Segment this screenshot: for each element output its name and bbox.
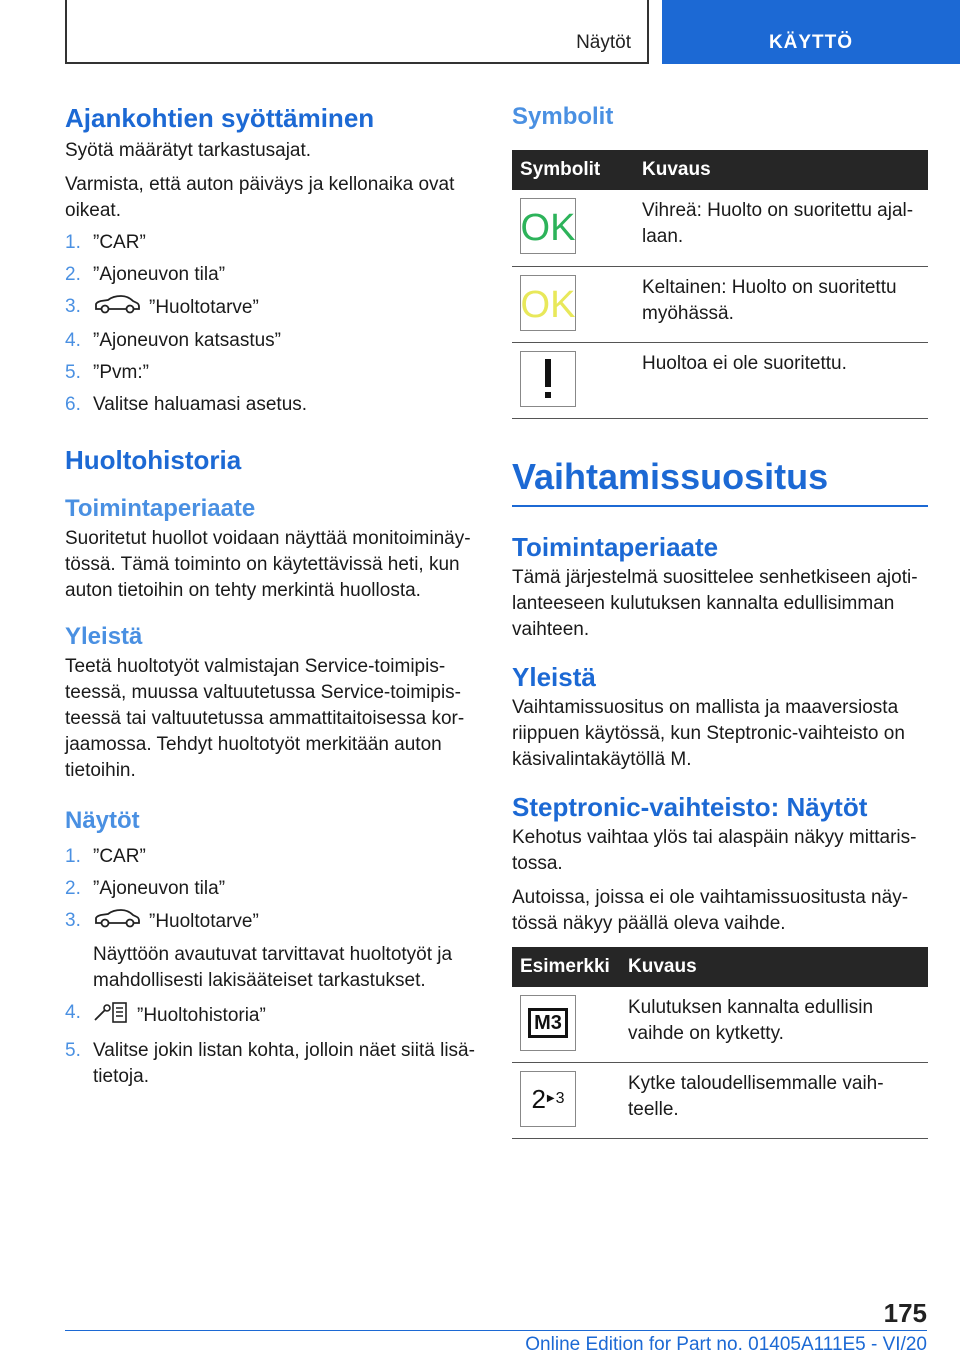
table-row bbox=[512, 190, 928, 266]
header-chapter-title: KÄYTTÖ bbox=[768, 32, 854, 53]
list-item: 4. ”Huoltohistoria” bbox=[65, 1000, 477, 1032]
table-header-symbols: Symbolit bbox=[512, 150, 634, 190]
table-header-description: Kuvaus bbox=[634, 150, 928, 190]
paragraph-enter-dates: Syötä määrätyt tarkastusajat. bbox=[65, 140, 312, 161]
paragraph-check-date: Varmista, että auton päiväys ja kellonaika ovat oikeat. bbox=[65, 174, 455, 221]
heading-principle: Toimintaperiaate bbox=[512, 531, 719, 562]
list-item: 3. ”Huoltotarve” Näyttöön avautuvat tarvittavat huoltotyöt ja mahdollisesti lakisääteiset tarkastukset. bbox=[65, 908, 477, 994]
car-service-icon bbox=[93, 294, 141, 322]
heading-service-history: Huoltohistoria bbox=[65, 445, 242, 475]
table-cell-description: Kytke taloudellisemmalle vaihteelle. bbox=[620, 1063, 928, 1139]
table-header-example: Esimerkki bbox=[512, 947, 620, 987]
paragraph-principle: Tämä järjestelmä suosittelee senhetkiseen ajotilanteeseen kulutuksen kannalta edullisimman vaihteen. bbox=[512, 566, 918, 640]
steps-list-entering bbox=[65, 230, 477, 418]
paragraph-principle: Suoritetut huollot voidaan näyttää monitoiminäytössä. Tämä toiminto on käytettävissä heti, kun auton tietoihin on tehty merkintä huollosta. bbox=[65, 528, 471, 601]
left-column bbox=[65, 100, 477, 1090]
footer-edition: Online Edition for Part no. 01405A111E5 - VI/20 bbox=[525, 1334, 927, 1355]
service-history-icon bbox=[93, 1000, 129, 1032]
paragraph-general: Teetä huoltotyöt valmistajan Service-toimipisteessä, muussa valtuutetussa Service-toimipisteessä tai valtuutetussa ammattitaitoisessa korjaamossa. Tehdyt huoltotyöt merkitään auton tietoihin. bbox=[65, 656, 465, 781]
shift-2-to-3-icon: 2 ▶ 3 bbox=[520, 1071, 576, 1127]
heading-symbols: Symbolit bbox=[512, 103, 614, 130]
page-number: 175 bbox=[883, 1298, 927, 1328]
table-header-description: Kuvaus bbox=[620, 947, 928, 987]
ok-yellow-icon bbox=[520, 275, 576, 331]
table-cell-description: Huoltoa ei ole suoritettu. bbox=[634, 342, 928, 418]
car-service-icon bbox=[93, 908, 141, 936]
arrow-right-icon: ▶ bbox=[546, 1093, 555, 1104]
heading-general: Yleistä bbox=[65, 623, 143, 650]
ok-green-icon bbox=[520, 198, 576, 254]
right-column bbox=[512, 100, 928, 1139]
svg-text:OK: OK bbox=[521, 207, 575, 246]
list-item: 6. Valitse haluamasi asetus. bbox=[65, 394, 308, 415]
paragraph-general: Vaihtamissuositus on mallista ja maaversiosta riippuen käytössä, kun Steptronic-vaihteisto on käsivalintakäytöllä M. bbox=[512, 696, 905, 770]
header-chapter-tab bbox=[662, 0, 960, 64]
list-item: 3. ”Huoltotarve” bbox=[65, 294, 477, 322]
steps-list-displays bbox=[65, 844, 477, 1090]
paragraph-shift-prompt: Kehotus vaihtaa ylös tai alaspäin näkyy mittaristossa. bbox=[512, 826, 917, 874]
table-row bbox=[512, 987, 928, 1063]
table-row bbox=[512, 1063, 928, 1139]
table-cell-description: Kulutuksen kannalta edullisin vaihde on kytketty. bbox=[620, 987, 928, 1063]
heading-principle: Toimintaperiaate bbox=[65, 495, 256, 522]
heading-entering-dates: Ajankohtien syöttäminen bbox=[65, 103, 375, 133]
list-item: 5. ”Pvm:” bbox=[65, 362, 149, 383]
gear-m3-icon: M3 bbox=[520, 995, 576, 1051]
heading-shift-recommendation: Vaihtamissuositus bbox=[512, 453, 928, 507]
examples-table bbox=[512, 947, 928, 1140]
heading-steptronic-displays: Steptronic-vaihteisto: Näytöt bbox=[512, 791, 868, 822]
table-row bbox=[512, 266, 928, 342]
exclamation-icon bbox=[520, 351, 576, 407]
heading-displays: Näytöt bbox=[65, 807, 140, 834]
list-item: 5. Valitse jokin listan kohta, jolloin näet siitä lisätietoja. bbox=[65, 1040, 475, 1087]
paragraph-current-gear: Autoissa, joissa ei ole vaihtamissuositusta näytössä näkyy päällä oleva vaihde. bbox=[512, 886, 909, 934]
heading-general: Yleistä bbox=[512, 661, 596, 692]
list-item: 2. ”Ajoneuvon tila” bbox=[65, 878, 226, 899]
table-row bbox=[512, 342, 928, 418]
header-section-box bbox=[65, 0, 649, 64]
list-item-subtext: Näyttöön avautuvat tarvittavat huoltotyöt ja mahdollisesti lakisääteiset tarkastukset. bbox=[93, 944, 453, 991]
footer-divider bbox=[65, 1330, 927, 1331]
symbols-table bbox=[512, 150, 928, 419]
header-section-title: Näytöt bbox=[576, 32, 631, 53]
table-cell-description: Keltainen: Huolto on suoritettu myöhässä. bbox=[634, 266, 928, 342]
list-item: 1. ”CAR” bbox=[65, 232, 146, 253]
list-item: 4. ”Ajoneuvon katsastus” bbox=[65, 330, 281, 351]
list-item: 2. ”Ajoneuvon tila” bbox=[65, 264, 226, 285]
list-item: 1. ”CAR” bbox=[65, 846, 146, 867]
table-cell-description: Vihreä: Huolto on suoritettu ajallaan. bbox=[634, 190, 928, 266]
svg-text:OK: OK bbox=[521, 283, 575, 323]
